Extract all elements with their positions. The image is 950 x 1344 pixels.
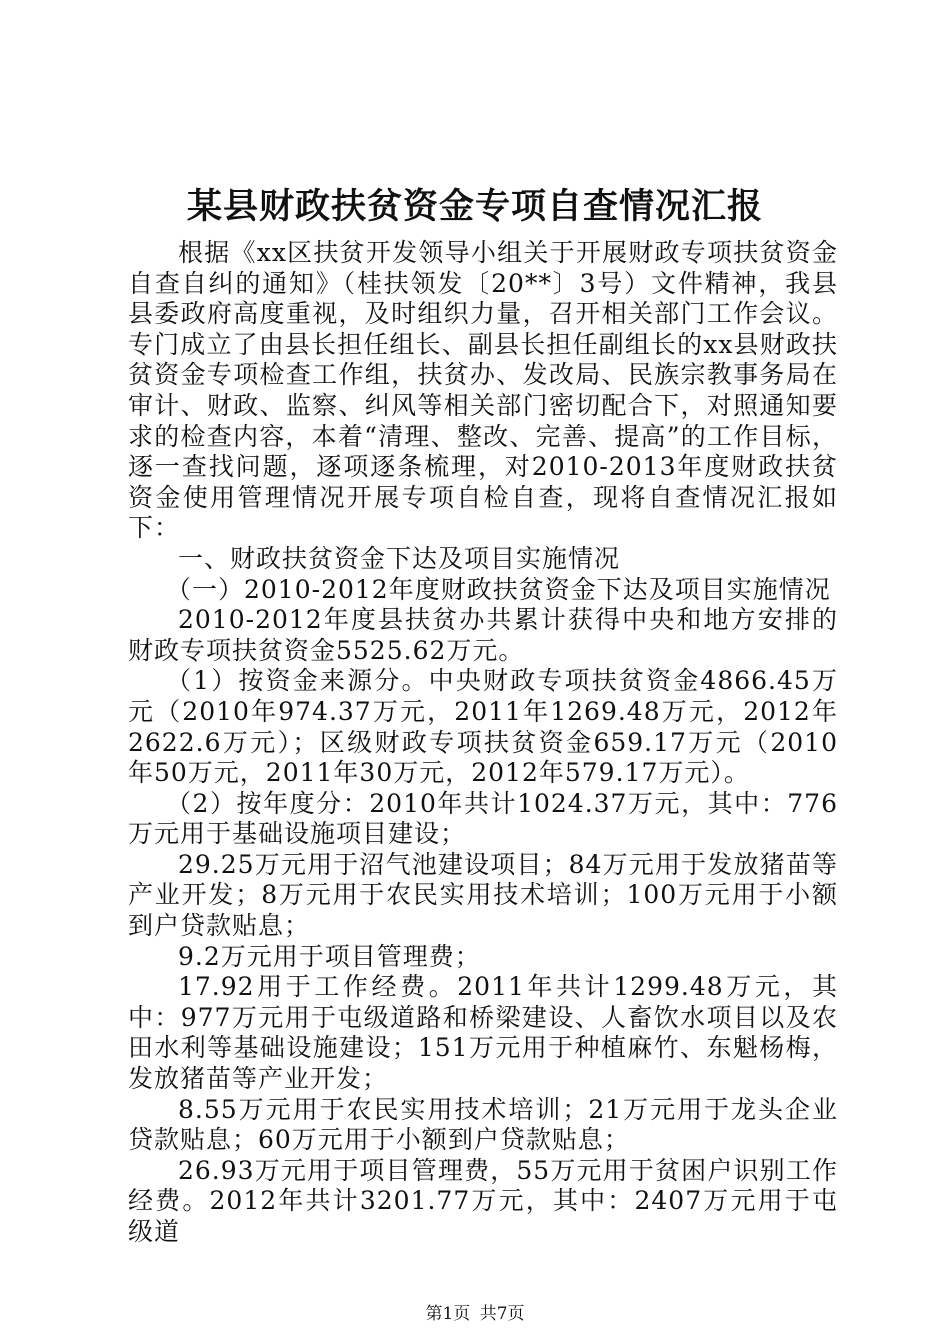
paragraph-2011-total: 17.92用于工作经费。2011年共计1299.48万元，其中：977万元用于屯级道路和桥梁建设、人畜饮水项目以及农田水利等基础设施建设；151万元用于种植麻竹、东魁杨梅，发放猪苗等产业开发； (128, 972, 838, 1094)
page-total: 共7页 (479, 1304, 525, 1324)
paragraph-intro: 根据《xx区扶贫开发领导小组关于开展财政专项扶贫资金自查自纠的通知》（桂扶领发〔20**〕3号）文件精神，我县县委政府高度重视，及时组织力量，召开相关部门工作会议。专门成立了由县长担任组长、副县长担任副组长的xx县财政扶贫资金专项检查工作组，扶贫办、发改局、民族宗教事务局在审计、财政、监察、纠风等相关部门密切配合下，对照通知要求的检查内容，本着“清理、整改、完善、提高”的工作目标，逐一查找问题，逐项逐条梳理，对2010-2013年度财政扶贫资金使用管理情况开展专项自检自查，现将自查情况汇报如下： (128, 238, 838, 543)
paragraph-2012-total: 26.93万元用于项目管理费，55万元用于贫困户识别工作经费。2012年共计3201.77万元，其中：2407万元用于屯级道 (128, 1155, 838, 1246)
paragraph-by-year: （2）按年度分：2010年共计1024.37万元，其中：776万元用于基础设施项目建设； (128, 788, 838, 849)
paragraph-2010-management: 9.2万元用于项目管理费； (178, 941, 481, 971)
page-footer (0, 1302, 950, 1326)
paragraph-by-source: （1）按资金来源分。中央财政专项扶贫资金4866.45万元（2010年974.37万元，2011年1269.48万元，2012年2622.6万元）；区级财政专项扶贫资金659.17万元（2010年50万元，2011年30万元，2012年579.17万元）。 (128, 666, 838, 788)
paragraph-total-funds: 2010-2012年度县扶贫办共累计获得中央和地方安排的财政专项扶贫资金5525.62万元。 (128, 605, 838, 665)
page-number: 第1页 (425, 1304, 471, 1324)
subsection-heading-1: （一）2010-2012年度财政扶贫资金下达及项目实施情况 (166, 574, 831, 604)
document-body (128, 238, 838, 1248)
section-heading-1: 一、财政扶贫资金下达及项目实施情况 (178, 543, 621, 573)
paragraph-2010-items: 29.25万元用于沼气池建设项目；84万元用于发放猪苗等产业开发；8万元用于农民实用技术培训；100万元用于小额到户贷款贴息； (128, 849, 838, 941)
paragraph-2011-items: 8.55万元用于农民实用技术培训；21万元用于龙头企业贷款贴息；60万元用于小额到户贷款贴息； (128, 1094, 838, 1155)
document-title: 某县财政扶贫资金专项自查情况汇报 (186, 186, 763, 227)
